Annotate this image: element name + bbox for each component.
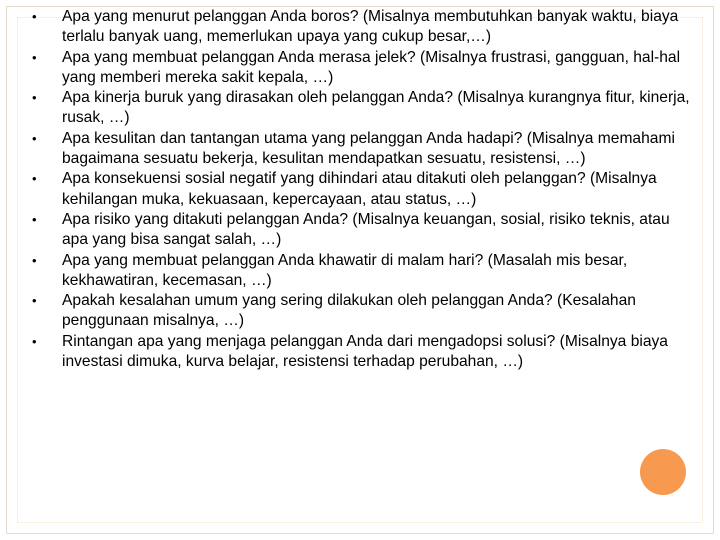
bullet-text: Apa kinerja buruk yang dirasakan oleh pelanggan Anda? (Misalnya kurangnya fitur, kinerja, rusak, …) bbox=[62, 89, 690, 127]
bullet-item bbox=[28, 169, 696, 210]
bullet-icon: • bbox=[32, 293, 37, 309]
bullet-text: Apakah kesalahan umum yang sering dilakukan oleh pelanggan Anda? (Kesalahan penggunaan misalnya, …) bbox=[62, 292, 636, 330]
orange-circle-decoration bbox=[640, 449, 686, 495]
bullet-item bbox=[28, 210, 696, 251]
bullet-item bbox=[28, 251, 696, 292]
bullet-list bbox=[28, 7, 696, 372]
bullet-item bbox=[28, 48, 696, 89]
bullet-icon: • bbox=[32, 130, 37, 146]
bullet-text: Apa yang membuat pelanggan Anda khawatir di malam hari? (Masalah mis besar, kekhawatiran, kecemasan, …) bbox=[62, 251, 628, 289]
bullet-icon: • bbox=[32, 90, 37, 106]
bullet-item bbox=[28, 332, 696, 373]
bullet-item bbox=[28, 291, 696, 332]
bullet-icon: • bbox=[32, 252, 37, 268]
bullet-text: Apa konsekuensi sosial negatif yang dihindari atau ditakuti oleh pelanggan? (Misalnya kehilangan muka, kekuasaan, kepercayaan, atau status, …) bbox=[62, 170, 657, 208]
bullet-icon: • bbox=[32, 49, 37, 65]
bullet-text: Apa yang membuat pelanggan Anda merasa jelek? (Misalnya frustrasi, gangguan, hal-hal yang memberi mereka sakit kepala, …) bbox=[62, 48, 681, 86]
bullet-text: Apa yang menurut pelanggan Anda boros? (Misalnya membutuhkan banyak waktu, biaya terlalu banyak uang, memerlukan upaya yang cukup besar,…) bbox=[62, 8, 679, 46]
bullet-icon: • bbox=[32, 171, 37, 187]
bullet-text: Rintangan apa yang menjaga pelanggan Anda dari mengadopsi solusi? (Misalnya biaya investasi dimuka, kurva belajar, resistensi terhadap perubahan, …) bbox=[62, 332, 668, 371]
bullet-icon: • bbox=[32, 333, 37, 349]
bullet-icon: • bbox=[32, 211, 37, 227]
bullet-item bbox=[28, 88, 696, 129]
slide-content bbox=[28, 7, 696, 372]
bullet-item bbox=[28, 7, 696, 48]
bullet-item bbox=[28, 129, 696, 170]
bullet-text: Apa kesulitan dan tantangan utama yang pelanggan Anda hadapi? (Misalnya memahami bagaimana sesuatu bekerja, kesulitan mendapatkan sesuatu, resistensi, …) bbox=[62, 129, 675, 168]
bullet-icon: • bbox=[32, 9, 37, 24]
bullet-text: Apa risiko yang ditakuti pelanggan Anda? (Misalnya keuangan, sosial, risiko teknis, atau apa yang bisa sangat salah, …) bbox=[62, 210, 670, 249]
